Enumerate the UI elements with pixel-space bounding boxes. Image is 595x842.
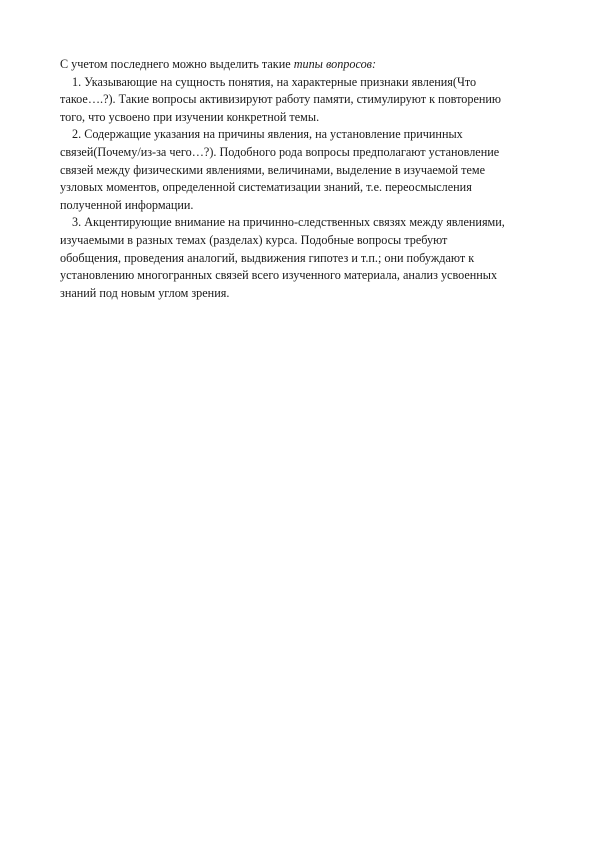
item-2-line-1: 2. Содержащие указания на причины явления, на установление причинных: [72, 127, 463, 142]
intro-text: С учетом последнего можно выделить такие: [60, 57, 294, 71]
item-3-line-5: знаний под новым углом зрения.: [60, 285, 230, 300]
item-1-paragraph: [60, 74, 550, 127]
item-2-line-3: связей между физическими явлениями, величинами, выделение в изучаемой теме: [60, 162, 485, 177]
item-1-line-2: такое….?). Такие вопросы активизируют работу памяти, стимулируют к повторению: [60, 92, 502, 107]
item-3-line-2: изучаемыми в разных темах (разделах) курса. Подобные вопросы требуют: [60, 232, 448, 247]
item-3-line-4: установлению многогранных связей всего изученного материала, анализ усвоенных: [60, 268, 498, 283]
item-2-line-2: связей(Почему/из-за чего…?). Подобного рода вопросы предполагают установление: [60, 144, 500, 159]
item-3-line-3: обобщения, проведения аналогий, выдвижения гипотез и т.п.; они побуждают к: [60, 250, 475, 265]
item-3-paragraph: [60, 214, 550, 302]
item-1-line-1: 1. Указывающие на сущность понятия, на характерные признаки явления(Что: [72, 74, 477, 89]
item-3-line-1: 3. Акцентирующие внимание на причинно-следственных связях между явлениями,: [72, 215, 505, 230]
intro-emphasis: типы вопросов:: [293, 57, 377, 71]
item-2-line-5: полученной информации.: [60, 197, 194, 212]
item-2-paragraph: [60, 126, 550, 214]
item-1-line-3: того, что усвоено при изучении конкретной темы.: [60, 109, 320, 124]
item-2-line-4: узловых моментов, определенной систематизации знаний, т.е. переосмысления: [60, 180, 472, 195]
body-text: [60, 56, 550, 302]
intro-line: [60, 56, 550, 74]
intro-paragraph: [60, 56, 550, 74]
